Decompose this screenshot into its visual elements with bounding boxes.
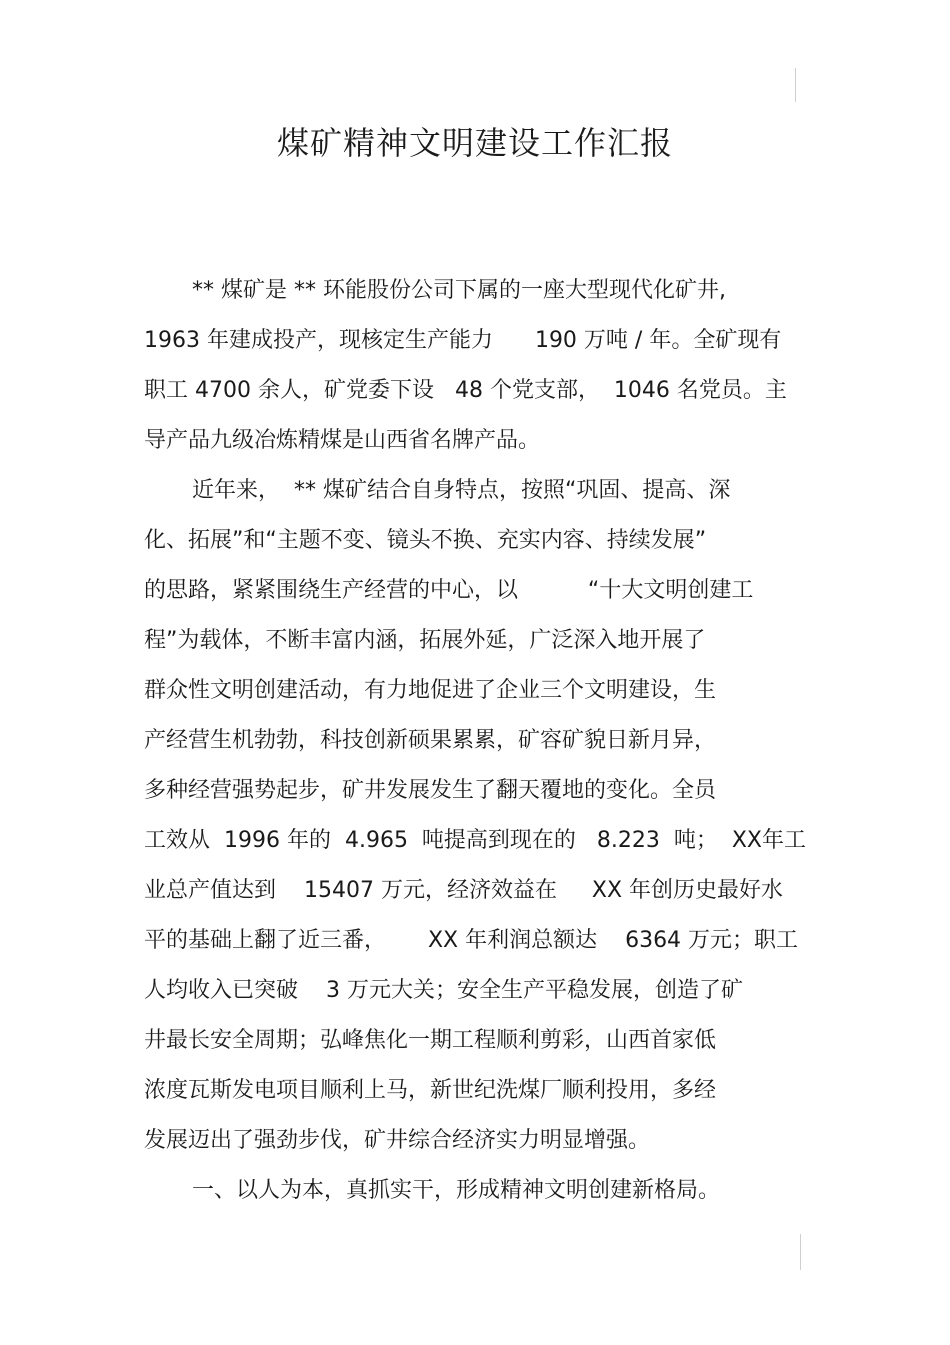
paragraph-line: 化、拓展”和“主题不变、镜头不换、充实内容、持续发展” [144, 528, 707, 553]
paragraph-line: 工效从 1996 年的 4.965 吨提高到现在的 8.223 吨； XX年工 [144, 828, 806, 853]
paragraph-line: 程”为载体，不断丰富内涵，拓展外延，广泛深入地开展了 [144, 628, 706, 653]
paragraph-line: 发展迈出了强劲步伐，矿井综合经济实力明显增强。 [144, 1128, 651, 1153]
paragraph-line: 的思路，紧紧围绕生产经营的中心，以 “十大文明创建工 [144, 578, 754, 603]
paragraph-line: 平的基础上翻了近三番， XX 年利润总额达 6364 万元；职工 [144, 928, 799, 953]
document-title: 煤矿精神文明建设工作汇报 [276, 124, 673, 162]
paragraph-line: 1963 年建成投产，现核定生产能力 190 万吨 / 年。全矿现有 [144, 328, 782, 353]
paragraph-line: 导产品九级冶炼精煤是山西省名牌产品。 [144, 428, 541, 453]
page-corner-mark [800, 1234, 801, 1270]
paragraph-line: 多种经营强势起步，矿井发展发生了翻天覆地的变化。全员 [144, 778, 717, 803]
paragraph-line: 产经营生机勃勃，科技创新硕果累累，矿容矿貌日新月异， [144, 728, 717, 753]
paragraph-line: 井最长安全周期；弘峰焦化一期工程顺利剪彩，山西首家低 [144, 1028, 717, 1053]
paragraph-line: ** 煤矿是 ** 环能股份公司下属的一座大型现代化矿井, [192, 278, 726, 303]
paragraph-line: 业总产值达到 15407 万元，经济效益在 XX 年创历史最好水 [144, 878, 784, 903]
paragraph-line: 人均收入已突破 3 万元大关；安全生产平稳发展，创造了矿 [144, 978, 743, 1003]
section-heading: 一、以人为本，真抓实干，形成精神文明创建新格局。 [192, 1178, 721, 1203]
paragraph-line: 近年来， ** 煤矿结合自身特点，按照“巩固、提高、深 [192, 478, 731, 503]
paragraph-line: 浓度瓦斯发电项目顺利上马，新世纪洗煤厂顺利投用，多经 [144, 1078, 717, 1103]
paragraph-line: 群众性文明创建活动，有力地促进了企业三个文明建设，生 [144, 678, 717, 703]
page-corner-mark [795, 68, 796, 102]
paragraph-line: 职工 4700 余人，矿党委下设 48 个党支部， 1046 名党员。主 [144, 378, 787, 403]
